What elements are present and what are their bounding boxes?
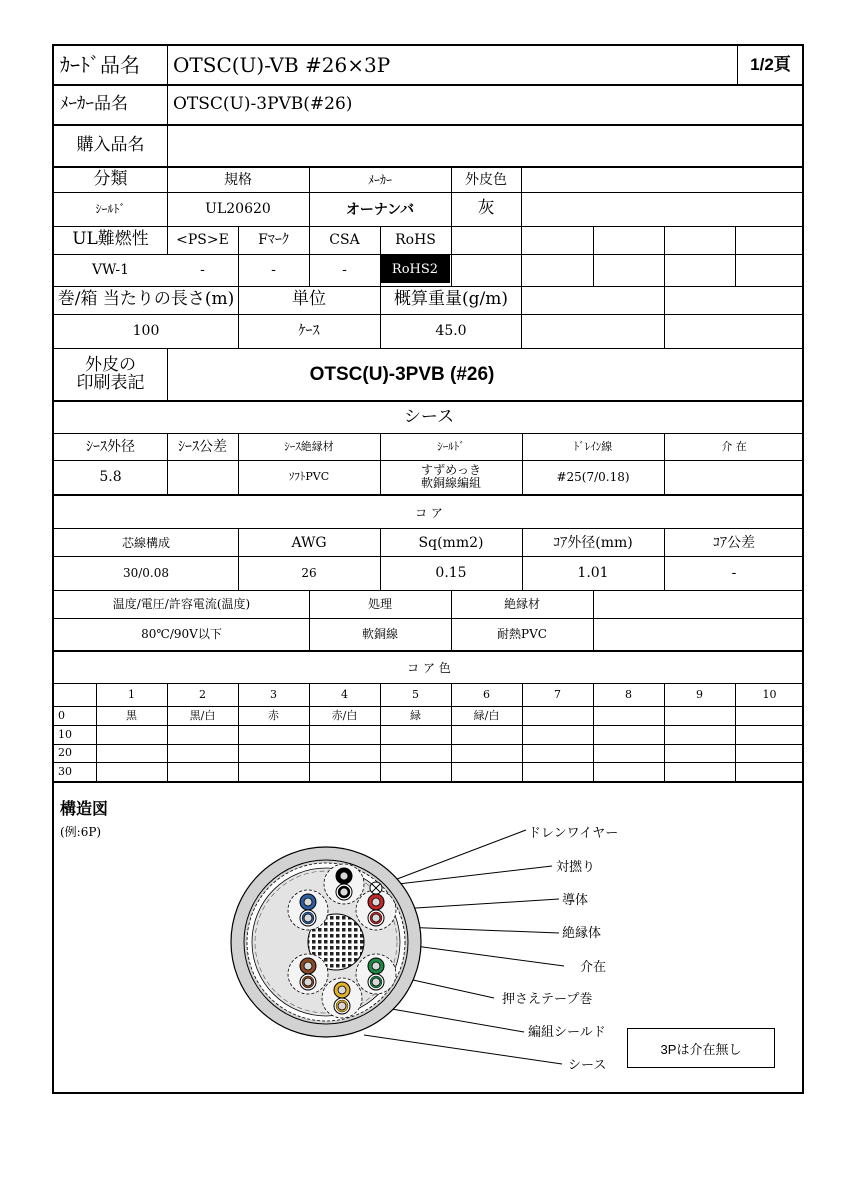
v-rule [664,433,665,494]
drain-label: ﾄﾞﾚｲﾝ線 [573,440,613,454]
core-color-cell: 緑 [410,708,421,722]
v-rule [238,226,239,286]
v-rule [309,166,310,226]
v-rule [521,286,522,348]
diagram-circle [372,978,380,986]
core-tol-value: - [731,564,737,581]
sheath-title: シース [403,407,455,428]
core-comp-value: 30/0.08 [122,565,170,580]
sheath-tol-label: ｼｰｽ公差 [178,438,227,455]
v-rule [238,433,239,494]
treat-label: 処理 [367,596,392,611]
label-filler: 介在 [580,959,607,974]
sq-value: 0.15 [435,564,467,581]
structure-example: (例:6P) [60,824,102,839]
core-color-title: コ ア 色 [407,660,451,675]
unit-label: 単位 [292,289,326,310]
rohs-badge: RoHS2 [380,255,450,283]
core-color-col-header: 4 [341,687,348,701]
v-rule [521,226,522,286]
shield-value-line2: 軟銅線編組 [420,476,481,490]
core-color-col-header: 1 [128,687,135,701]
page-number: 1/2頁 [750,55,791,75]
twisted-pair [356,954,396,994]
v-rule [167,46,168,166]
v-rule [380,528,381,590]
diagram-circle [340,872,348,880]
unit-value: ｹｰｽ [298,322,320,339]
csa-label: CSA [329,231,360,248]
treat-value: 軟銅線 [361,626,398,641]
h-rule [54,254,804,255]
core-ins-label: 絶縁材 [503,596,540,611]
v-rule [522,433,523,494]
v-rule [664,528,665,590]
v-rule [380,433,381,494]
h-rule [54,400,804,402]
v-rule [238,528,239,590]
structure-title: 構造図 [60,800,109,818]
sheath-ins-value: ｿﾌﾄPVC [288,470,330,484]
v-rule [238,286,239,348]
bunrui-value: ｼｰﾙﾄﾞ [95,201,126,216]
print-label-line2: 印刷表記 [76,373,145,393]
label-twisted-pair: 対撚り [556,859,596,874]
diagram-circle [338,986,346,994]
v-rule [167,166,168,254]
twisted-pair [356,890,396,930]
v-rule [735,226,736,286]
diagram-circle [304,914,312,922]
core-color-cell: 緑/白 [473,708,500,722]
v-rule [522,683,523,781]
h-rule [54,650,804,652]
v-rule [522,528,523,590]
core-color-col-header: 5 [412,687,419,701]
h-rule [54,494,804,496]
diagram-circle [372,914,380,922]
diagram-circle [304,962,312,970]
v-rule [735,683,736,781]
v-rule [96,683,97,781]
csa-value: - [342,261,347,278]
core-od-value: 1.01 [577,564,609,581]
color-value: 灰 [477,198,495,219]
core-color-row-label: 10 [58,727,72,741]
twisted-pair [324,864,364,904]
v-rule [664,286,665,348]
v-rule [309,683,310,781]
core-ins-value: 耐熱PVC [497,626,547,641]
core-comp-label: 芯線構成 [121,535,170,550]
core-color-row-label: 30 [58,764,72,778]
f-mark-label: Fﾏｰｸ [258,231,289,248]
v-rule [309,590,310,650]
temp-value: 80℃/90V以下 [141,626,222,641]
h-rule [54,314,804,315]
diagram-circle [372,962,380,970]
core-tol-label: ｺｱ公差 [713,534,755,551]
core-color-col-header: 2 [199,687,206,701]
spec-card [52,44,804,1094]
rohs-label: RoHS [395,231,436,248]
maker-value: オーナンバ [345,200,415,217]
v-rule [167,433,168,494]
print-label-line1: 外皮の [85,355,136,376]
sheath-ins-label: ｼｰｽ絶縁材 [284,440,334,454]
twisted-pair [322,978,362,1018]
card-name-value: OTSC(U)-VB #26×3P [173,52,391,77]
core-color-col-header: 7 [554,687,561,701]
ps-value: - [200,261,205,278]
diagram-circle [304,978,312,986]
f-mark-value: - [271,261,276,278]
core-color-cell: 黒/白 [189,708,216,722]
purchase-name-label: 購入品名 [76,135,145,156]
maker-name-label: ﾒｰｶｰ品名 [60,94,128,115]
print-value: OTSC(U)-3PVB (#26) [309,364,495,386]
diagram-circle [372,898,380,906]
v-rule [451,226,452,286]
twisted-pair [288,954,328,994]
awg-value: 26 [301,565,317,580]
core-color-col-header: 6 [483,687,490,701]
color-label: 外皮色 [465,171,507,188]
card-name-label: ｶｰﾄﾞ品名 [60,52,140,77]
h-rule [54,781,804,783]
sheath-od-value: 5.8 [99,468,122,485]
core-color-col-header: 3 [270,687,277,701]
v-rule [451,590,452,650]
v-rule [380,286,381,348]
shield-label: ｼｰﾙﾄﾞ [437,440,465,454]
v-rule [593,590,594,650]
kikaku-label: 規格 [224,171,252,188]
kikaku-value: UL20620 [205,200,271,217]
maker-name-value: OTSC(U)-3PVB(#26) [173,94,353,115]
sheath-od-label: ｼｰｽ外径 [86,438,135,455]
v-rule [309,226,310,286]
label-braid-shield: 編組シールド [528,1024,606,1039]
cable-cross-section [231,847,421,1037]
core-color-col-header: 10 [762,687,777,701]
v-rule [380,226,381,286]
structure-note: 3Pは介在無し [627,1028,775,1068]
v-rule [167,683,168,781]
ps-label: <PS>E [176,231,229,248]
core-color-cell: 黒 [126,708,137,722]
weight-label: 概算重量(g/m) [394,289,508,310]
core-color-col-header: 8 [625,687,632,701]
core-color-col-header: 9 [696,687,703,701]
label-drain-wire: ドレンワイヤー [528,825,619,840]
shield-value-line1: すずめっき [420,463,481,478]
label-conductor: 導体 [562,892,589,907]
core-color-row-label: 20 [58,746,72,760]
core-color-row-label: 0 [58,708,65,722]
awg-label: AWG [291,534,327,551]
maker-label: ﾒｰｶｰ [367,172,392,187]
v-rule [238,683,239,781]
v-rule [167,348,168,400]
v-rule [380,683,381,781]
bunrui-label: 分類 [93,169,128,190]
v-rule [451,166,452,226]
label-insulation: 絶縁体 [562,925,602,940]
diagram-circle [304,898,312,906]
temp-label: 温度/電圧/許容電流(温度) [112,596,251,611]
length-value: 100 [132,322,160,339]
ul-label: UL難燃性 [72,229,149,250]
v-rule [737,46,738,84]
weight-value: 45.0 [435,322,467,339]
label-tape: 押さえテープ巻 [502,991,593,1006]
v-rule [593,683,594,781]
core-od-label: ｺｱ外径(mm) [553,534,633,551]
core-title: コ ア [415,505,443,520]
label-sheath: シース [568,1057,607,1072]
h-rule [54,590,804,591]
v-rule [593,226,594,286]
h-rule [54,286,804,287]
length-label: 巻/箱 当たりの長さ(m) [57,289,235,310]
h-rule [54,556,804,557]
core-color-cell: 赤 [268,708,279,722]
v-rule [451,683,452,781]
v-rule [521,166,522,226]
h-rule [54,618,804,619]
v-rule [664,226,665,286]
diagram-circle [340,888,348,896]
v-rule [664,683,665,781]
drain-value: #25(7/0.18) [556,469,630,484]
twisted-pair [288,890,328,930]
h-rule [54,528,804,529]
sq-label: Sq(mm2) [418,534,484,551]
ul-value: VW-1 [91,261,130,278]
diagram-circle [338,1002,346,1010]
filler-label: 介 在 [721,440,747,454]
core-color-cell: 赤/白 [331,708,358,722]
